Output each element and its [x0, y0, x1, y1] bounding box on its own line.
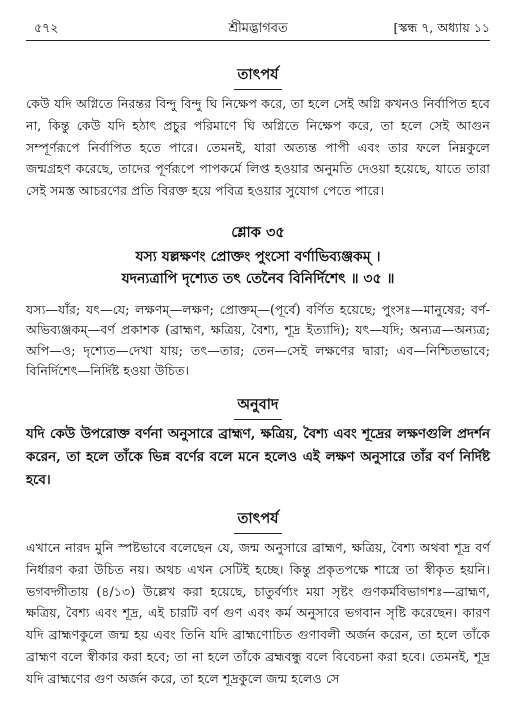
page	[26, 0, 490, 690]
purport-paragraph-2: এখানে নারদ মুনি স্পষ্টভাবে বলেছেন যে, জন্ম অনুসারে ব্রাহ্মণ, ক্ষত্রিয়, বৈশ্য অথবা শূদ্র বর্ণ নির্ধারণ করা উচিত নয়। অথচ এখন সেটিই হচ্ছে। কিন্তু প্রকৃতপক্ষে শাস্ত্রে তা স্বীকৃত হয়নি। ভগবদ্গীতায় (৪/১৩) উল্লেখ করা হয়েছে, চাতুর্বর্ণ্যং ময়া সৃষ্টং গুণকর্মবিভাগশঃ—ব্রাহ্মণ, ক্ষত্রিয়, বৈশ্য এবং শূদ্র, এই চারটি বর্ণ গুণ এবং কর্ম অনুসারে ভগবান সৃষ্টি করেছেন। কারণ যদি ব্রাহ্মণকুলে জন্ম হয় এবং তিনি যদি ব্রাহ্মণোচিত গুণাবলী অর্জন করেন, তা হলে তাঁকে ব্রাহ্মণ বলে স্বীকার করা হবে; তা না হলে তাঁকে ব্রহ্মবন্ধু বলে বিবেচনা করা হবে। তেমনই, শূদ্র যদি ব্রাহ্মণের গুণ অর্জন করে, তা হলে শূদ্রকুলে জন্ম হলেও সে	[26, 539, 490, 686]
verse-line-1: যস্য যল্লক্ষণং প্রোক্তং পুংসো বর্ণাভিব্যঞ্জকম্ ।	[135, 248, 381, 265]
page-number: ৫৭২	[34, 20, 59, 35]
purport-heading-1: তাৎপর্য	[26, 64, 490, 90]
purport-heading-2: তাৎপর্য	[26, 508, 490, 534]
translation-paragraph: যদি কেউ উপরোক্ত বর্ণনা অনুসারে ব্রাহ্মণ, ক্ষত্রিয়, বৈশ্য এবং শূদ্রের লক্ষণগুলি প্রদর্শন করেন, তা হলে তাঁকে ভিন্ন বর্ণের বলে মনে হলেও এই লক্ষণ অনুসারে তাঁর বর্ণ নির্দিষ্ট হবে।	[26, 425, 490, 488]
chapter-reference: [স্কন্ধ ৭, অধ্যায় ১১	[393, 20, 490, 35]
verse-line-2: যদন্যত্রাপি দৃশ্যেত তৎ তেনৈব বিনির্দিশেৎ ॥ ৩৫ ॥	[121, 270, 395, 287]
book-title: শ্রীমদ্ভাগবত	[228, 21, 288, 36]
word-for-word-synonyms: যস্য—যাঁর; যৎ—যে; লক্ষণম্—লক্ষণ; প্রোক্তম্—(পূর্বে) বর্ণিত হয়েছে; পুংসঃ—মানুষের; বর্ণ-অভিব্যঞ্জকম্—বর্ণ প্রকাশক (ব্রাহ্মণ, ক্ষত্রিয়, বৈশ্য, শূদ্র ইত্যাদি); যৎ—যদি; অন্যত্র—অন্যত্র; অপি—ও; দৃশ্যেত—দেখা যায়; তৎ—তার; তেন—সেই লক্ষণের দ্বারা; এব—নিশ্চিতভাবে; বিনির্দিশেৎ—নির্দিষ্ট হওয়া উচিত।	[26, 301, 490, 379]
verse-heading: শ্লোক ৩৫	[231, 223, 285, 241]
translation-heading: অনুবাদ	[26, 394, 490, 420]
header-rule	[26, 40, 490, 41]
purport-paragraph-1: কেউ যদি অগ্নিতে নিরন্তর বিন্দু বিন্দু ঘি নিক্ষেপ করে, তা হলে সেই অগ্নি কখনও নির্বাপিত হবে না, কিন্তু কেউ যদি হঠাৎ প্রচুর পরিমাণে ঘি অগ্নিতে নিক্ষেপ করে, তা হলে সেই আগুন সম্পূর্ণরূপে নির্বাপিত হতে পারে। তেমনই, যারা অত্যন্ত পাপী এবং তার ফলে নিম্নকুলে জন্মগ্রহণ করেছে, তাদের পূর্ণরূপে পাপকর্মে লিপ্ত হওয়ার অনুমতি দেওয়া হয়েছে, যাতে তারা সেই সমস্ত আচরণের প্রতি বিরক্ত হয়ে পবিত্র হওয়ার সুযোগ পেতে পারে।	[26, 96, 490, 199]
running-header	[26, 0, 490, 36]
